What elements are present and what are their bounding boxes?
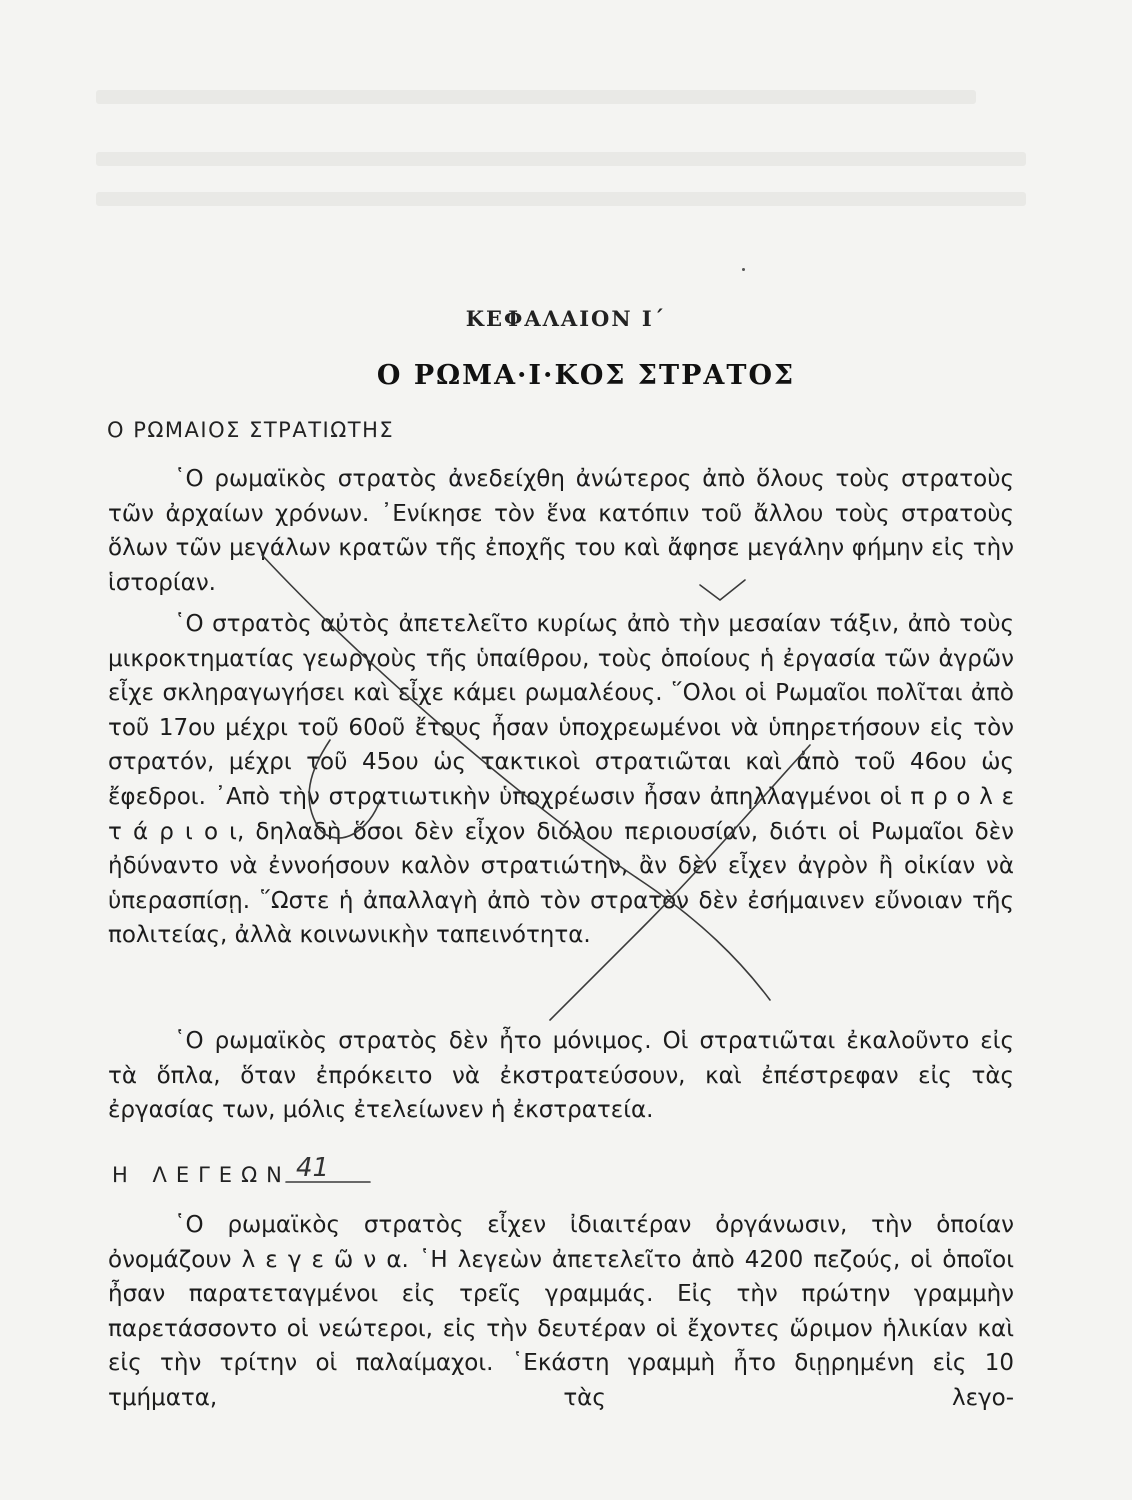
show-through-shadow	[0, 60, 1132, 260]
body-paragraph-3	[108, 1024, 1014, 1128]
paragraph-text: ῾Ο ρωμαϊκὸς στρατὸς εἶχεν ἰδιαιτέραν ὀργάνωσιν, τὴν ὁποίαν ὀνομάζουν λ ε γ ε ῶ ν α. ῾Η λεγεὼν ἀπετελεῖτο ἀπὸ 4200 πεζούς, οἱ ὁποῖοι ἦσαν παρατεταγμένοι εἰς τρεῖς γραμμάς. Εἰς τὴν πρώτην γραμμὴν παρετάσσοντο οἱ νεώτεροι, εἰς τὴν δευτέραν οἱ ἔχοντες ὥριμον ἡλικίαν καὶ εἰς τὴν τρίτην οἱ παλαίμαχοι. ῾Εκάστη γραμμὴ ἦτο διῃρημένη εἰς 10 τμήματα, τὰς λεγο-	[108, 1212, 1014, 1411]
chapter-title: Ο ΡΩΜΑ·Ι·ΚΟΣ ΣΤΡΑΤΟΣ	[376, 360, 796, 391]
body-paragraph-1	[108, 462, 1014, 600]
body-paragraph-4	[108, 1208, 1014, 1416]
paragraph-text: ῾Ο ρωμαϊκὸς στρατὸς δὲν ἦτο μόνιμος. Οἱ στρατιῶται ἐκαλοῦντο εἰς τὰ ὅπλα, ὅταν ἐπρόκειτο νὰ ἐκστρατεύσουν, καὶ ἐπέστρεφαν εἰς τὰς ἐργασίας των, μόλις ἐτελείωνεν ἡ ἐκστρατεία.	[108, 1028, 1014, 1124]
handwritten-page-number: 41	[296, 1153, 330, 1183]
section-heading-soldier: Ο ΡΩΜΑΙΟΣ ΣΤΡΑΤΙΩΤΗΣ	[107, 418, 395, 442]
paragraph-text: ῾Ο στρατὸς αὐτὸς ἀπετελεῖτο κυρίως ἀπὸ τὴν μεσαίαν τάξιν, ἀπὸ τοὺς μικροκτηματίας γεωργοὺς τῆς ὑπαίθρου, τοὺς ὁποίους ἡ ἐργασία τῶν ἀγρῶν εἶχε σκληραγωγήσει καὶ εἶχε κάμει ρωμαλέους. ῞Ολοι οἱ Ρωμαῖοι πολῖται ἀπὸ τοῦ 17ου μέχρι τοῦ 60οῦ ἔτους ἦσαν ὑποχρεωμένοι νὰ ὑπηρετήσουν εἰς τὸν στρατόν, μέχρι τοῦ 45ου ὡς τακτικοὶ στρατιῶται καὶ ἀπὸ τοῦ 46ου ὡς ἔφεδροι. ᾿Απὸ τὴν στρατιωτικὴν ὑποχρέωσιν ἦσαν ἀπηλλαγμένοι οἱ π ρ ο λ ε τ ά ρ ι ο ι, δηλαδὴ ὅσοι δὲν εἶχον διόλου περιουσίαν, διότι οἱ Ρωμαῖοι δὲν ἠδύναντο νὰ ἐννοήσουν καλὸν στρατιώτην, ἂν δὲν εἶχεν ἀγρὸν ἢ οἰκίαν νὰ ὑπερασπίσῃ. ῞Ωστε ἡ ἀπαλλαγὴ ἀπὸ τὸν στρατὸν δὲν ἐσήμαινεν εὔνοιαν τῆς πολιτείας, ἀλλὰ κοινωνικὴν ταπεινότητα.	[108, 611, 1014, 949]
section-heading-text: Η ΛΕΓΕΩΝ	[112, 1163, 291, 1187]
ink-speck	[742, 268, 745, 271]
chapter-label: ΚΕΦΑΛΑΙΟΝ Ι΄	[465, 306, 667, 331]
paragraph-text: ῾Ο ρωμαϊκὸς στρατὸς ἀνεδείχθη ἀνώτερος ἀπὸ ὅλους τοὺς στρατοὺς τῶν ἀρχαίων χρόνων. ᾿Ενίκησε τὸν ἕνα κατόπιν τοῦ ἄλλου τοὺς στρατοὺς ὅλων τῶν μεγάλων κρατῶν τῆς ἐποχῆς του καὶ ἄφησε μεγάλην φήμην εἰς τὴν ἱστορίαν.	[108, 466, 1014, 596]
body-paragraph-2	[108, 607, 1014, 953]
section-heading-legion	[112, 1163, 291, 1187]
